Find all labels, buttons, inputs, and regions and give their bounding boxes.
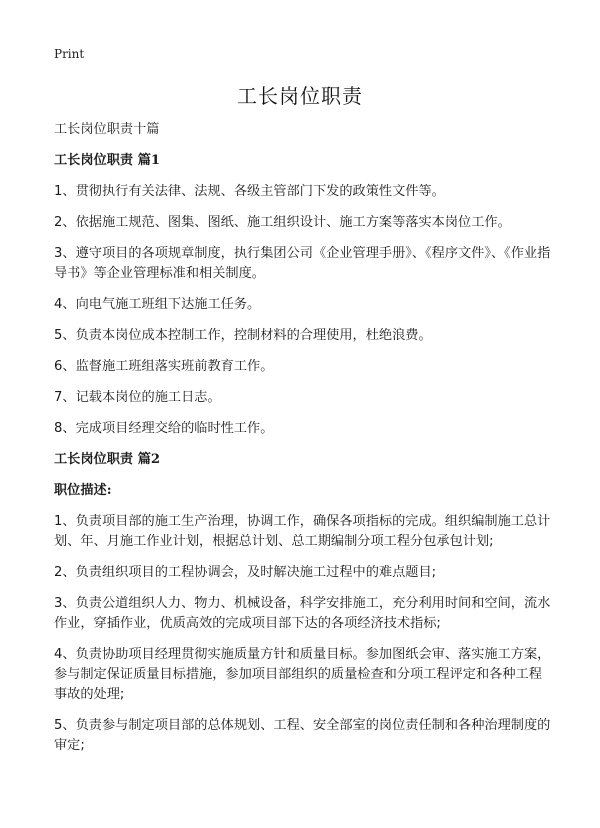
list-item: 2、负责组织项目的工程协调会，及时解决施工过程中的难点题目; [54,565,437,580]
list-item: 4、负责协助项目经理贯彻实施质量方针和质量目标。参加图纸会审、落实施工方案，参与制定保证质量目标措施，参加项目部组织的质量检查和分项工程评定和各种工程事故的处理; [54,647,551,702]
document-subtitle: 工长岗位职责十篇 [54,122,160,137]
list-item: 7、记载本岗位的施工日志。 [54,390,221,405]
list-item: 8、完成项目经理交给的临时性工作。 [54,421,274,436]
print-label: Print [54,47,85,61]
list-item: 2、依据施工规范、图集、图纸、施工组织设计、施工方案等落实本岗位工作。 [54,215,511,230]
document-body [54,120,554,767]
list-item: 3、遵守项目的各项规章制度，执行集团公司《企业管理手册》、《程序文件》、《作业指导书》等企业管理标准和相关制度。 [54,246,551,281]
section-heading-2: 工长岗位职责 篇2 [54,452,161,467]
list-item: 6、监督施工班组落实班前教育工作。 [54,359,274,374]
list-item: 5、负责参与制定项目部的总体规划、工程、安全部室的岗位责任制和各种治理制度的审定; [54,718,551,753]
section-heading-1: 工长岗位职责 篇1 [54,153,161,168]
section-subheading: 职位描述: [54,483,112,498]
list-item: 4、向电气施工班组下达施工任务。 [54,297,261,312]
list-item: 1、贯彻执行有关法律、法规、各级主管部门下发的政策性文件等。 [54,184,445,199]
page-title: 工长岗位职责 [237,84,363,108]
list-item: 3、负责公道组织人力、物力、机械设备，科学安排施工，充分利用时间和空间，流水作业，穿插作业，优质高效的完成项目部下达的各项经济技术指标; [54,596,551,631]
list-item: 1、负责项目部的施工生产治理，协调工作，确保各项指标的完成。组织编制施工总计划、年、月施工作业计划，根据总计划、总工期编制分项工程分包承包计划; [54,514,551,549]
list-item: 5、负责本岗位成本控制工作，控制材料的合理使用，杜绝浪费。 [54,328,432,343]
